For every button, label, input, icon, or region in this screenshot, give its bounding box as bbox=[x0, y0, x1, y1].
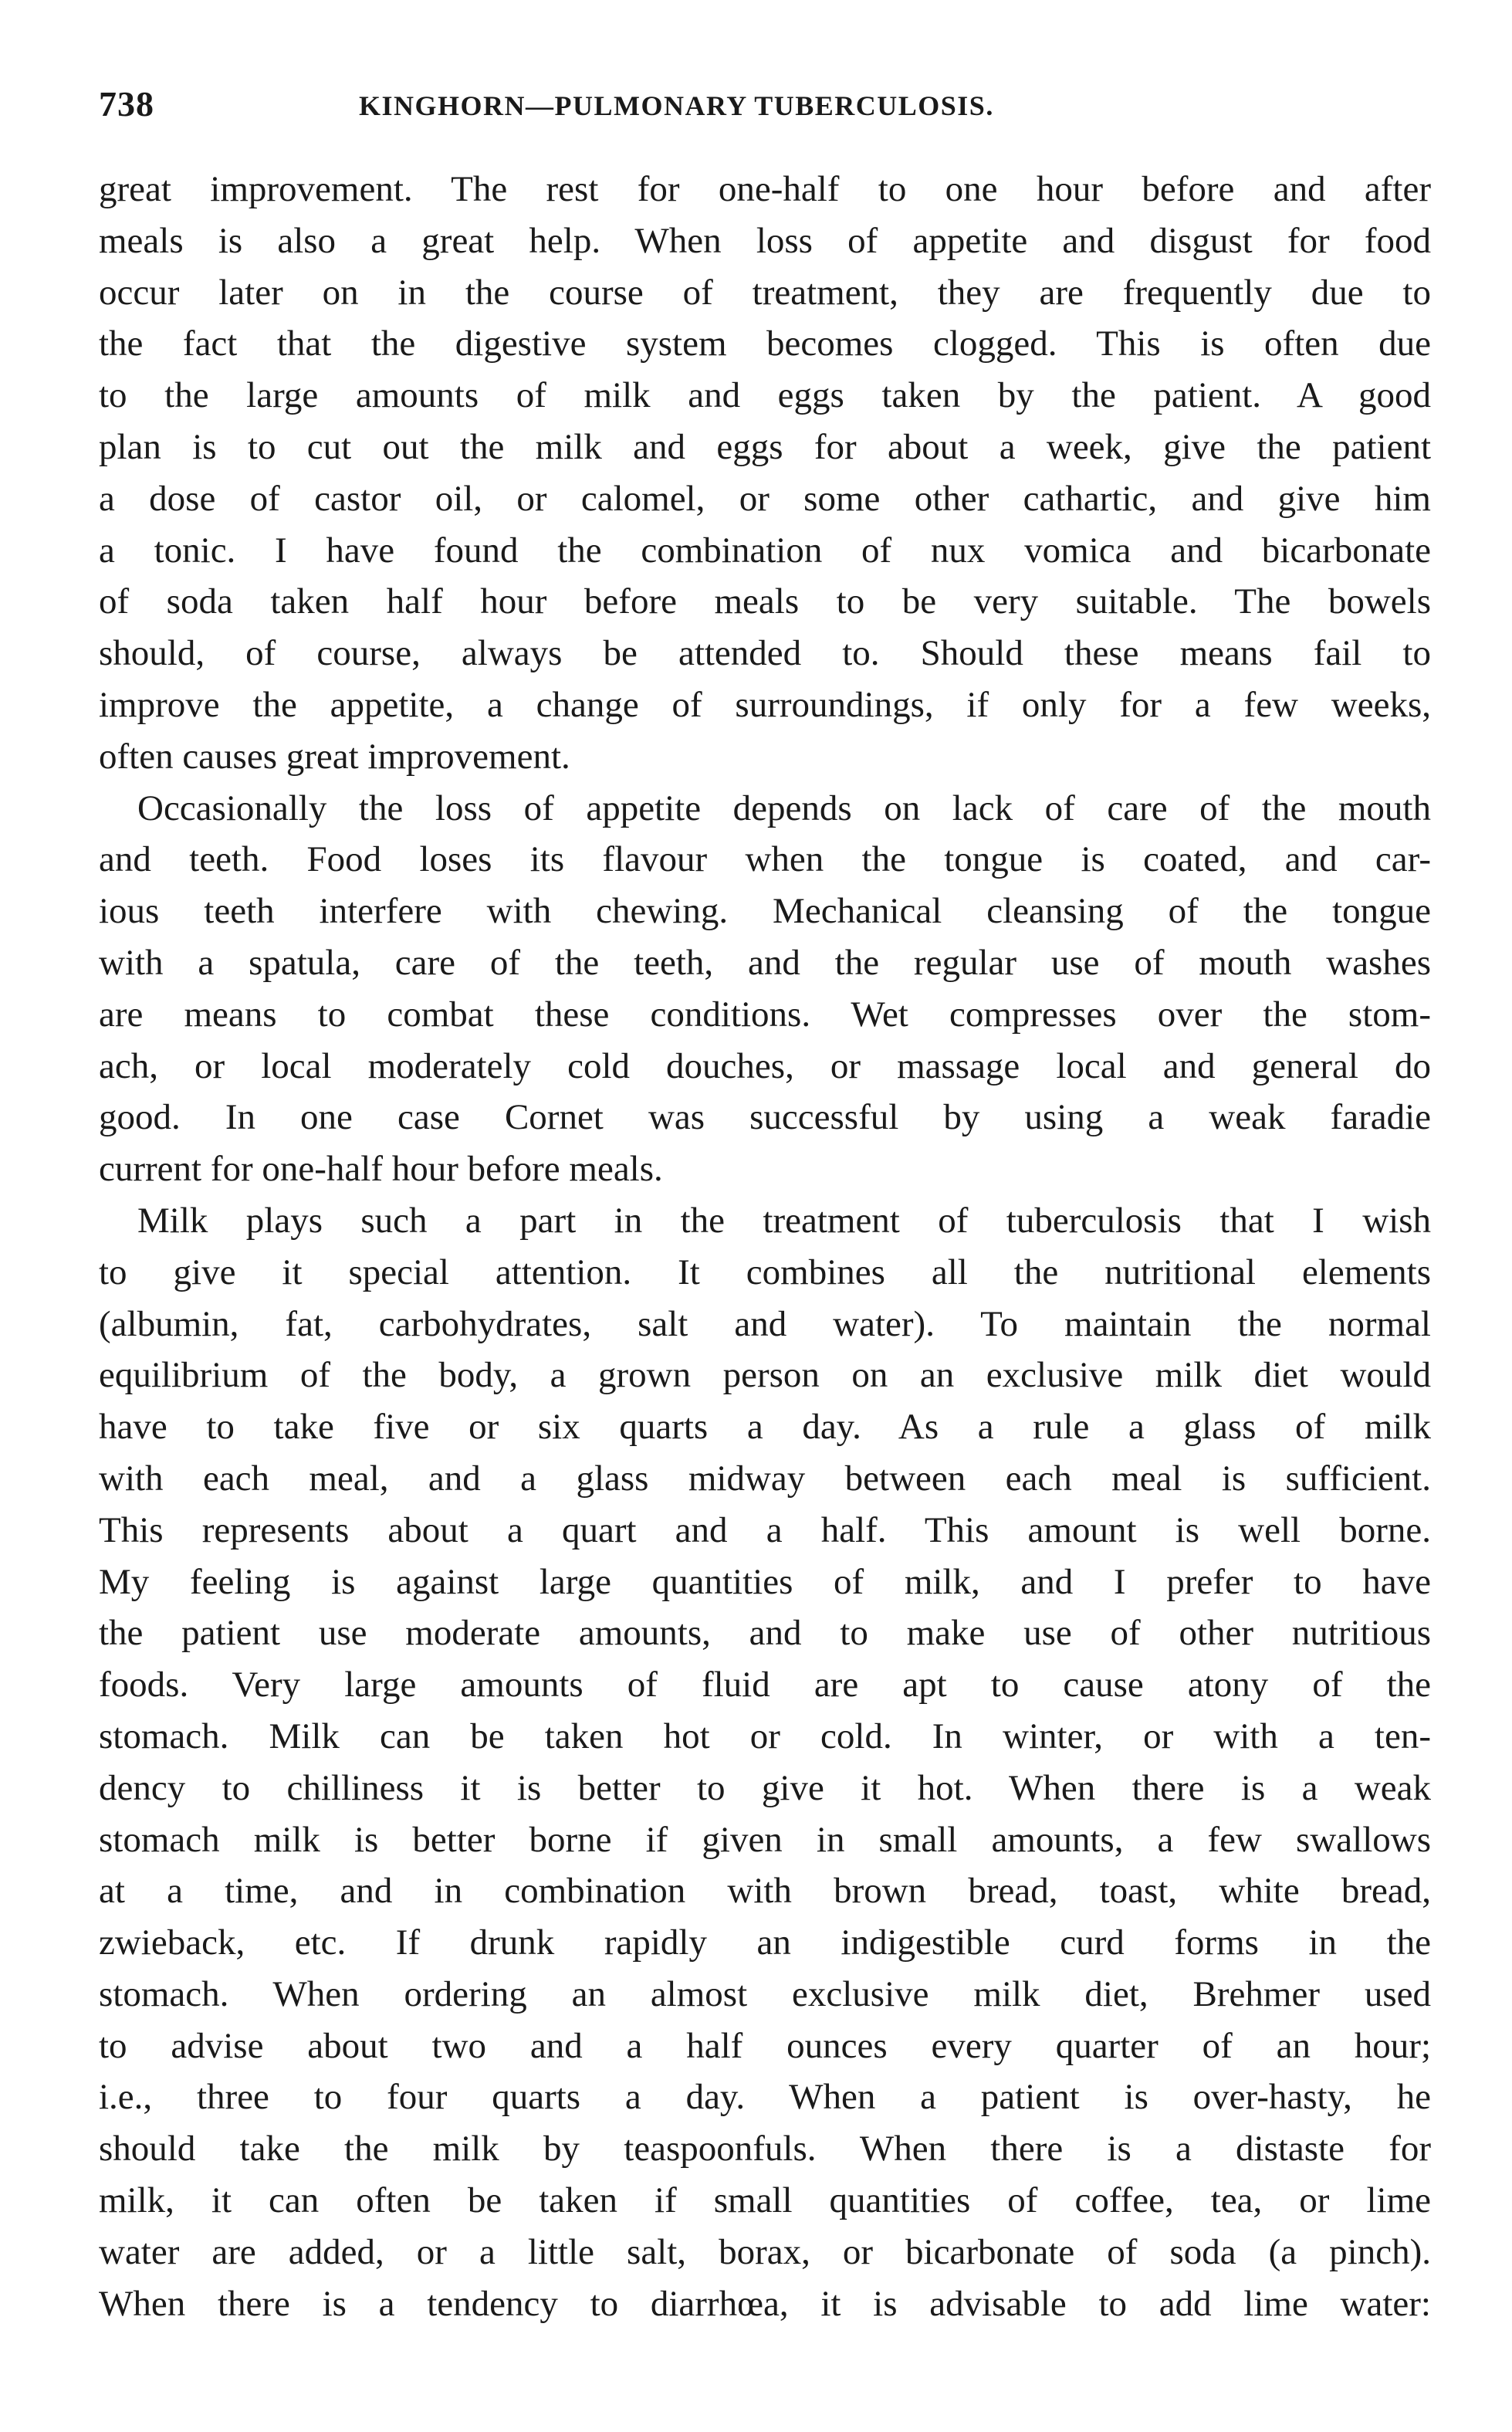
text-line: foods. Very large amounts of fluid are apt to cause atony of the bbox=[99, 1665, 1431, 1705]
paragraph-2 bbox=[99, 783, 1431, 1195]
text-line: occur later on in the course of treatment, they are frequently due to bbox=[99, 272, 1431, 313]
text-line: When there is a tendency to diarrhœa, it is advisable to add lime water: bbox=[99, 2283, 1431, 2324]
text-line: stomach. Milk can be taken hot or cold. In winter, or with a ten- bbox=[99, 1716, 1431, 1756]
text-line: often causes great improvement. bbox=[99, 736, 570, 777]
text-line: are means to combat these conditions. Wet compresses over the stom- bbox=[99, 994, 1431, 1035]
text-line: a dose of castor oil, or calomel, or some other cathartic, and give him bbox=[99, 478, 1431, 519]
text-line: should take the milk by teaspoonfuls. When there is a distaste for bbox=[99, 2129, 1431, 2169]
text-line: stomach milk is better borne if given in small amounts, a few swallows bbox=[99, 1819, 1431, 1860]
text-line: My feeling is against large quantities of milk, and I prefer to have bbox=[99, 1561, 1431, 1602]
text-line: ious teeth interfere with chewing. Mechanical cleansing of the tongue bbox=[99, 891, 1431, 932]
text-line: good. In one case Cornet was successful by using a weak faradie bbox=[99, 1097, 1431, 1138]
text-line: Occasionally the loss of appetite depends on lack of care of the mouth bbox=[137, 788, 1431, 828]
book-page bbox=[99, 77, 1431, 2329]
text-line: improve the appetite, a change of surroundings, if only for a few weeks, bbox=[99, 684, 1431, 725]
text-line: at a time, and in combination with brown bread, toast, white bread, bbox=[99, 1871, 1431, 1912]
text-line: to give it special attention. It combines all the nutritional elements bbox=[99, 1252, 1431, 1292]
page-number: 738 bbox=[99, 84, 154, 124]
text-line: ach, or local moderately cold douches, or massage local and general do bbox=[99, 1045, 1431, 1086]
text-line: plan is to cut out the milk and eggs for about a week, give the patient bbox=[99, 426, 1431, 467]
text-line: great improvement. The rest for one-half to one hour before and after bbox=[99, 169, 1431, 209]
text-line: to the large amounts of milk and eggs taken by the patient. A good bbox=[99, 375, 1431, 416]
text-line: and teeth. Food loses its flavour when the tongue is coated, and car- bbox=[99, 839, 1431, 880]
text-line: the fact that the digestive system becomes clogged. This is often due bbox=[99, 323, 1431, 364]
paragraph-3 bbox=[99, 1195, 1431, 2330]
running-head bbox=[99, 77, 1431, 147]
text-line: milk, it can often be taken if small quantities of coffee, tea, or lime bbox=[99, 2180, 1431, 2221]
text-line: stomach. When ordering an almost exclusive milk diet, Brehmer used bbox=[99, 1973, 1431, 2014]
text-line: a tonic. I have found the combination of nux vomica and bicarbonate bbox=[99, 530, 1431, 571]
text-line: the patient use moderate amounts, and to make use of other nutritious bbox=[99, 1613, 1431, 1654]
text-line: with a spatula, care of the teeth, and the regular use of mouth washes bbox=[99, 942, 1431, 983]
text-line: This represents about a quart and a half. This amount is well borne. bbox=[99, 1509, 1431, 1550]
paragraph-1 bbox=[99, 164, 1431, 783]
text-line: zwieback, etc. If drunk rapidly an indigestible curd forms in the bbox=[99, 1922, 1431, 1963]
text-line: should, of course, always be attended to. Should these means fail to bbox=[99, 633, 1431, 674]
text-line: i.e., three to four quarts a day. When a patient is over-hasty, he bbox=[99, 2077, 1431, 2118]
text-line: dency to chilliness it is better to give it hot. When there is a weak bbox=[99, 1767, 1431, 1808]
text-line: have to take five or six quarts a day. As a rule a glass of milk bbox=[99, 1407, 1431, 1448]
text-line: (albumin, fat, carbohydrates, salt and water). To maintain the normal bbox=[99, 1303, 1431, 1344]
text-body bbox=[99, 164, 1431, 2329]
text-line: current for one-half hour before meals. bbox=[99, 1149, 663, 1190]
text-line: with each meal, and a glass midway between each meal is sufficient. bbox=[99, 1458, 1431, 1499]
text-line: to advise about two and a half ounces every quarter of an hour; bbox=[99, 2025, 1431, 2066]
text-line: equilibrium of the body, a grown person on an exclusive milk diet would bbox=[99, 1355, 1431, 1396]
text-line: water are added, or a little salt, borax, or bicarbonate of soda (a pinch). bbox=[99, 2231, 1431, 2272]
running-title: KINGHORN—PULMONARY TUBERCULOSIS. bbox=[359, 90, 994, 121]
text-line: meals is also a great help. When loss of appetite and disgust for food bbox=[99, 220, 1431, 261]
text-line: Milk plays such a part in the treatment of tuberculosis that I wish bbox=[137, 1200, 1431, 1241]
text-line: of soda taken half hour before meals to be very suitable. The bowels bbox=[99, 581, 1431, 622]
